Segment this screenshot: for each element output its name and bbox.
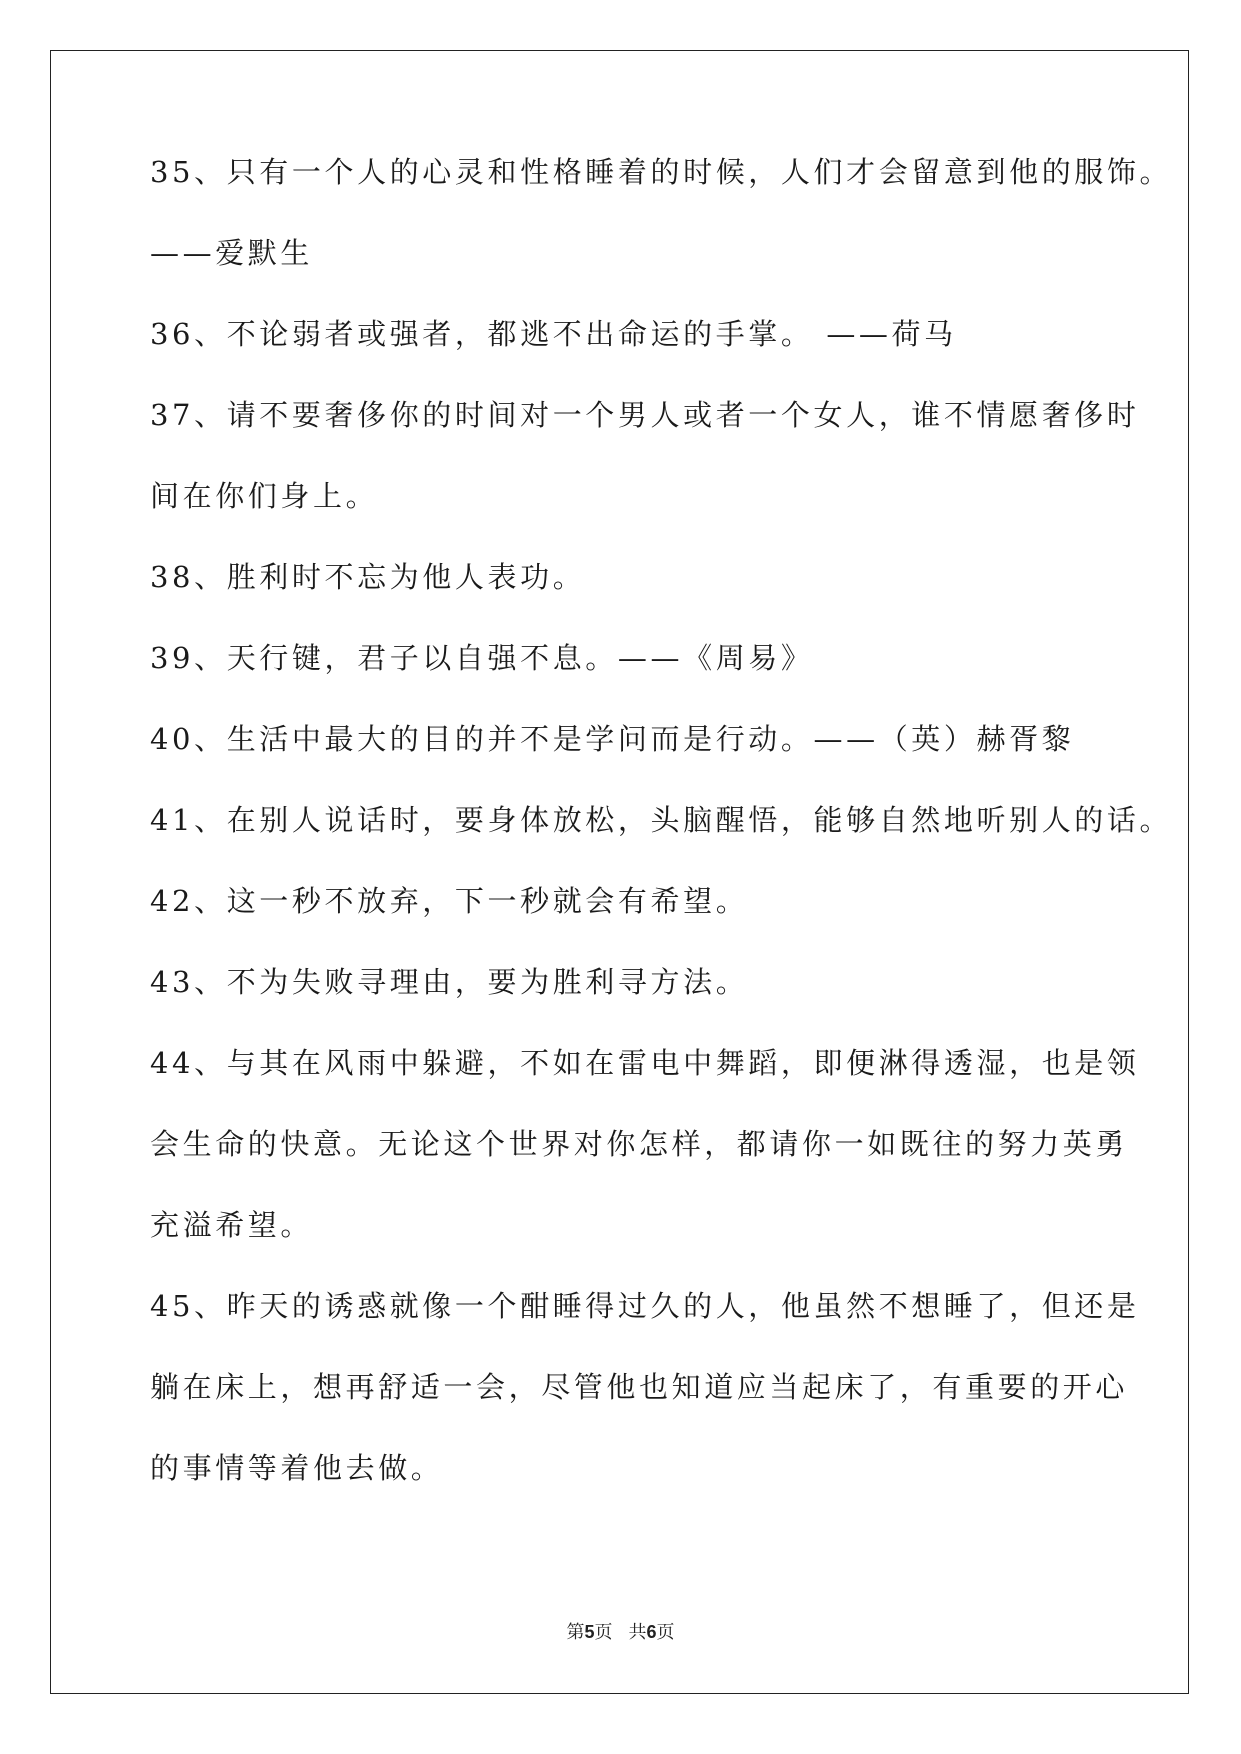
text-line: 躺在床上，想再舒适一会，尽管他也知道应当起床了，有重要的开心: [150, 1370, 1129, 1404]
text-line: 间在你们身上。: [150, 479, 379, 513]
footer-prefix: 第: [566, 1622, 585, 1643]
text-line: 41、在别人说话时，要身体放松，头脑醒悟，能够自然地听别人的话。: [150, 803, 1173, 837]
text-line: 35、只有一个人的心灵和性格睡着的时候，人们才会留意到他的服饰。: [150, 155, 1173, 189]
text-line: 37、请不要奢侈你的时间对一个男人或者一个女人，谁不情愿奢侈时: [150, 398, 1140, 432]
footer-total-suffix: 页: [656, 1622, 675, 1643]
text-line: ——爱默生: [150, 236, 314, 270]
text-line: 的事情等着他去做。: [150, 1451, 444, 1485]
footer-page-word: 页: [594, 1622, 613, 1643]
text-line: 39、天行键，君子以自强不息。——《周易》: [150, 641, 814, 675]
current-page-number: 5: [584, 1622, 595, 1642]
text-line: 44、与其在风雨中躲避，不如在雷电中舞蹈，即便淋得透湿，也是领: [150, 1046, 1140, 1080]
text-line: 38、胜利时不忘为他人表功。: [150, 560, 586, 594]
text-line: 45、昨天的诱惑就像一个酣睡得过久的人，他虽然不想睡了，但还是: [150, 1289, 1140, 1323]
text-line: 36、不论弱者或强者，都逃不出命运的手掌。 ——荷马: [150, 317, 957, 351]
text-line: 充溢希望。: [150, 1208, 314, 1242]
document-body: [150, 155, 1173, 1535]
page-footer: [0, 1621, 1241, 1644]
footer-total-prefix: 共: [628, 1622, 647, 1643]
text-line: 42、这一秒不放弃，下一秒就会有希望。: [150, 884, 749, 918]
total-pages-number: 6: [646, 1622, 657, 1642]
text-line: 40、生活中最大的目的并不是学问而是行动。——（英）赫胥黎: [150, 722, 1075, 756]
text-line: 会生命的快意。无论这个世界对你怎样，都请你一如既往的努力英勇: [150, 1127, 1129, 1161]
text-line: 43、不为失败寻理由，要为胜利寻方法。: [150, 965, 749, 999]
